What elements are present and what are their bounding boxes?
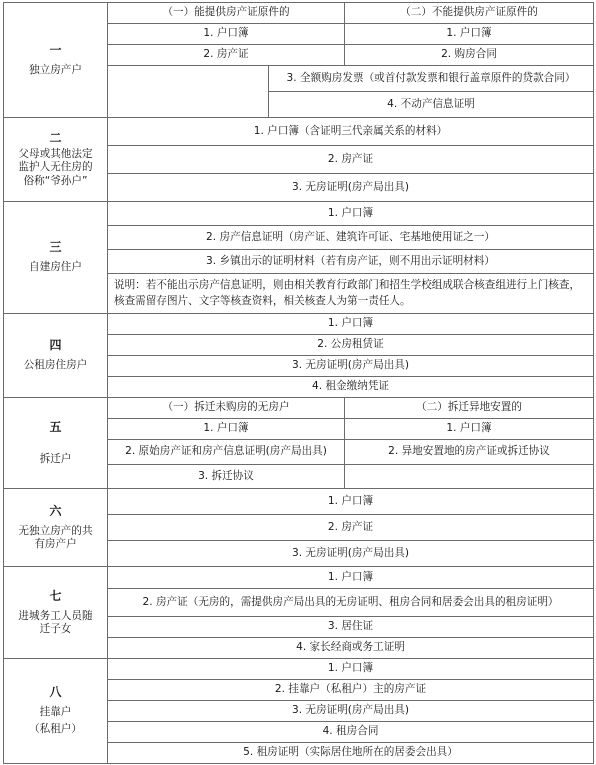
table-row — [4, 118, 594, 146]
category-number: 一 — [49, 42, 62, 57]
material-item: 4. 不动产信息证明 — [269, 92, 594, 118]
category-name-line: 有房产户 — [34, 537, 77, 550]
category-number: 三 — [49, 240, 62, 255]
table-row — [4, 3, 594, 24]
material-item: 1. 户口簿 — [345, 418, 594, 439]
category-number: 四 — [49, 338, 62, 353]
material-item: 2. 房产信息证明（房产证、建筑许可证、宅基地使用证之一） — [108, 226, 594, 250]
material-item: 3. 无房证明(房产局出具) — [108, 355, 594, 376]
material-item: 3. 无房证明(房产局出具) — [108, 174, 594, 202]
table-row — [4, 566, 594, 588]
category-4-cell — [4, 313, 108, 397]
material-item: 4. 家长经商或务工证明 — [108, 637, 594, 658]
category-name-line: 挂靠户 — [39, 706, 72, 719]
material-item: 4. 租金缴纳凭证 — [108, 376, 594, 397]
category-name-line: 进城务工人员随 — [18, 609, 93, 622]
material-item: 1. 户口簿 — [108, 24, 345, 45]
column-header: （二）不能提供房产证原件的 — [345, 3, 594, 24]
material-item: 4. 租房合同 — [108, 721, 594, 742]
material-item: 2. 原始房产证和房产信息证明(房产局出具) — [108, 439, 345, 464]
category-6-cell — [4, 488, 108, 566]
category-5-cell — [4, 397, 108, 488]
category-number: 七 — [49, 588, 62, 603]
material-item: 2. 房产证 — [108, 146, 594, 174]
category-name: 拆迁户 — [39, 452, 72, 465]
category-number: 二 — [49, 131, 62, 146]
table-row — [4, 202, 594, 226]
category-3-cell — [4, 202, 108, 314]
material-item: 1. 户口簿 — [108, 488, 594, 514]
category-7-cell — [4, 566, 108, 658]
table-row — [4, 397, 594, 418]
material-item: 2. 公房租赁证 — [108, 334, 594, 355]
material-item: 1. 户口簿 — [108, 566, 594, 588]
table-row — [4, 313, 594, 334]
material-item: 1. 户口簿 — [108, 313, 594, 334]
empty-cell — [108, 66, 269, 118]
material-item: 3. 无房证明(房产局出具) — [108, 540, 594, 566]
material-item: 3. 全额购房发票（或首付款发票和银行盖章原件的贷款合同） — [269, 66, 594, 92]
material-item: 1. 户口簿 — [108, 658, 594, 679]
table-row — [4, 658, 594, 679]
material-item: 2. 购房合同 — [345, 45, 594, 66]
material-item: 2. 异地安置地的房产证或拆迁协议 — [345, 439, 594, 464]
material-item: 3. 乡镇出示的证明材料（若有房产证，则不用出示证明材料） — [108, 250, 594, 274]
material-item: 2. 挂靠户（私租户）主的房产证 — [108, 679, 594, 700]
category-number: 六 — [49, 503, 62, 518]
category-name: 自建房住户 — [29, 261, 82, 274]
category-number: 五 — [49, 419, 62, 434]
category-name: 公租房住房户 — [23, 359, 88, 372]
material-item: 1. 户口簿 — [108, 202, 594, 226]
category-2-cell — [4, 118, 108, 202]
material-item: 1. 户口簿（含证明三代亲属关系的材料） — [108, 118, 594, 146]
material-item: 1. 户口簿 — [108, 418, 345, 439]
column-header: （一）拆迁未购房的无房户 — [108, 397, 345, 418]
category-1-cell — [4, 3, 108, 118]
category-name-line: 迁子女 — [39, 622, 72, 635]
material-item: 2. 房产证 — [108, 514, 594, 540]
category-name-line: 父母或其他法定 — [18, 148, 93, 161]
category-name-line: 俗称“爷孙户” — [23, 174, 88, 187]
category-8-cell — [4, 658, 108, 763]
table-row — [4, 488, 594, 514]
empty-cell — [345, 464, 594, 488]
material-item: 1. 户口簿 — [345, 24, 594, 45]
material-item: 2. 房产证（无房的，需提供房产局出具的无房证明、租房合同和居委会出具的租房证明） — [108, 588, 594, 616]
material-item: 5. 租房证明（实际居住地所在的居委会出具） — [108, 742, 594, 763]
category-name-line: （私租户） — [29, 723, 82, 736]
category-number: 八 — [49, 685, 62, 700]
column-header: （二）拆迁异地安置的 — [345, 397, 594, 418]
column-header: （一）能提供房产证原件的 — [108, 3, 345, 24]
category-name-line: 监护人无住房的 — [18, 161, 93, 174]
material-item: 3. 拆迁协议 — [108, 464, 345, 488]
note-text: 说明：若不能出示房产信息证明，则由相关教育行政部门和招生学校组成联合核查组进行上门核查，核查需留存图片、文字等核查资料，相关核查人为第一责任人。 — [108, 274, 594, 314]
category-name-line: 无独立房产的共 — [18, 524, 93, 537]
material-item: 2. 房产证 — [108, 45, 345, 66]
category-name: 独立房产户 — [29, 63, 82, 76]
enrollment-materials-table — [3, 2, 594, 764]
material-item: 3. 居住证 — [108, 616, 594, 637]
material-item: 3. 无房证明(房产局出具) — [108, 700, 594, 721]
